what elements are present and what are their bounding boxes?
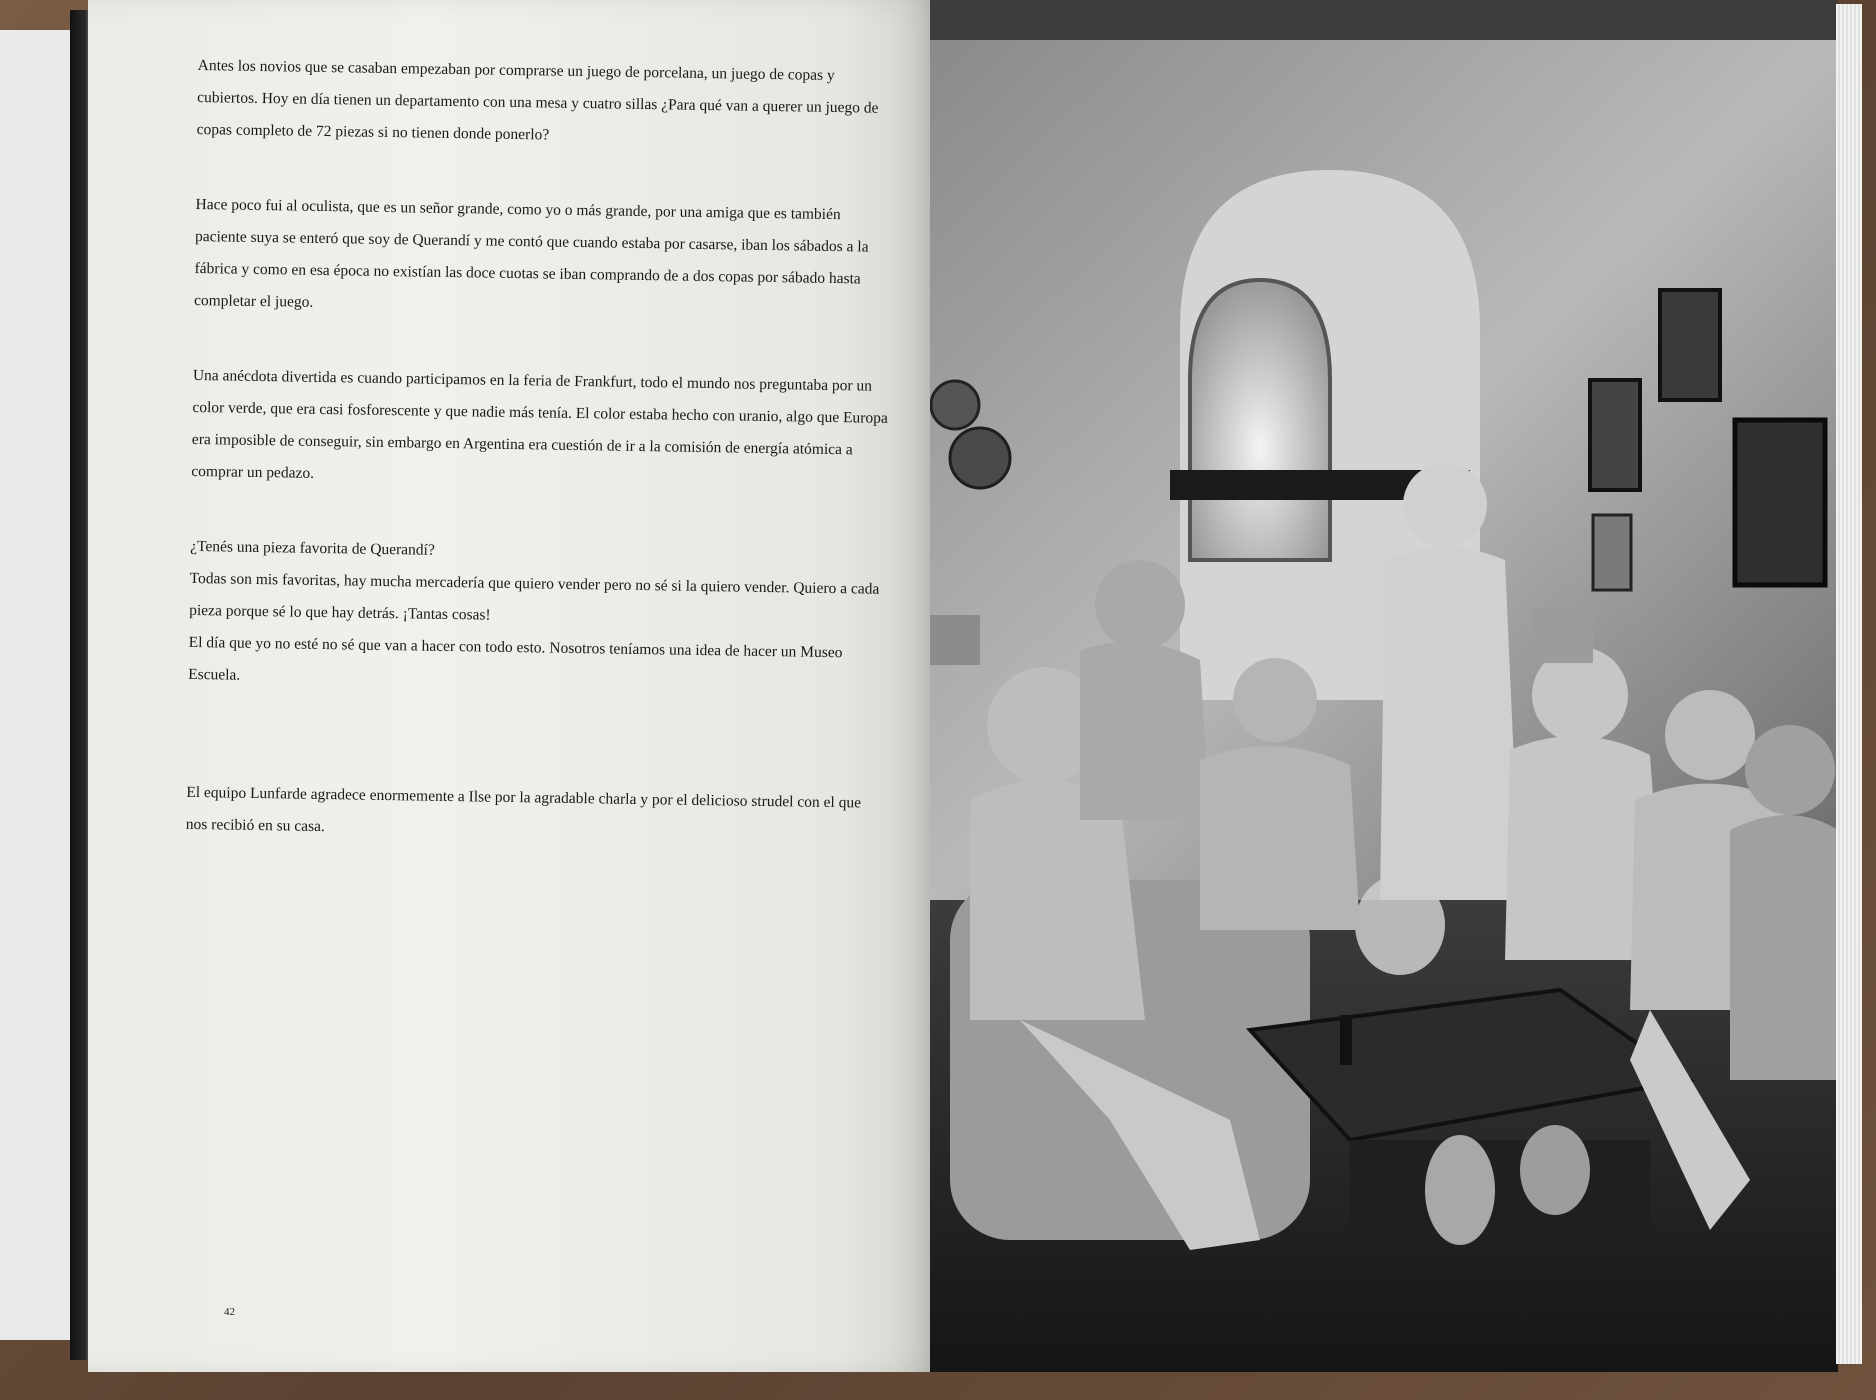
paragraph-2: Hace poco fui al oculista, que es un señor grande, como yo o más grande, por una amiga que es también paciente suya se enteró que soy de Querandí y me contó que cuando estaba por casarse, iban los sábados a la fábrica y como en esa época no existían las doce cuotas se iban comprando de a dos copas por sábado hasta completar el juego. (193, 195, 869, 311)
question-heading: ¿Tenés una pieza favorita de Querandí? (190, 537, 435, 559)
coffee-table-base (1350, 1140, 1650, 1240)
spacer (187, 691, 888, 788)
body-text (185, 50, 898, 895)
glass-jar (1425, 1135, 1495, 1245)
paragraph-1: Antes los novios que se casaban empezaban por comprarse un juego de porcelana, un juego de copas y cubiertos. Hoy en día tienen un departamento con una mesa y cuatro sillas ¿Para qué van a querer un juego de copas completo de 72 piezas si no tienen donde ponerlo? (196, 56, 879, 144)
living-room-group-photo (930, 0, 1838, 1372)
lamp-shade (1533, 608, 1593, 663)
decorative-plate (931, 381, 979, 429)
picture-frame (1593, 515, 1631, 590)
person-edge-right (1730, 725, 1838, 1080)
acknowledgement-paragraph: El equipo Lunfarde agradece enormemente a Ilse por la agradable charla y por el delicioso strudel con el que nos recibió en su casa. (185, 783, 862, 836)
arched-window (1190, 280, 1330, 560)
paragraph-3: Una anécdota divertida es cuando participamos en la feria de Frankfurt, todo el mundo nos preguntaba por un color verde, que era casi fosforescente y que nadie más tenía. El color estaba hecho con uranio, algo que Europa era imposible de conseguir, sin embargo en Argentina era cuestión de ir a la comisión de energía atómica a comprar un pedazo. (191, 366, 888, 482)
decorative-plate (950, 428, 1010, 488)
glass-jar (1520, 1125, 1590, 1215)
lamp-shade (930, 615, 980, 665)
left-page (88, 0, 943, 1372)
candle-holder (1340, 1015, 1352, 1065)
page-number: 42 (224, 1306, 235, 1318)
picture-frame (1590, 380, 1640, 490)
right-page (930, 0, 1838, 1372)
page-stack-edge (1836, 4, 1862, 1364)
paragraph-4: Todas son mis favoritas, hay mucha mercadería que quiero vender pero no sé si la quiero vender. Quiero a cada pieza porque sé lo que hay detrás. ¡Tantas cosas! (189, 569, 880, 624)
paragraph-5: El día que yo no esté no sé que van a hacer con todo esto. Nosotros teníamos una idea de hacer un Museo Escuela. (188, 633, 843, 684)
picture-frame (1735, 420, 1825, 585)
picture-frame (1660, 290, 1720, 400)
